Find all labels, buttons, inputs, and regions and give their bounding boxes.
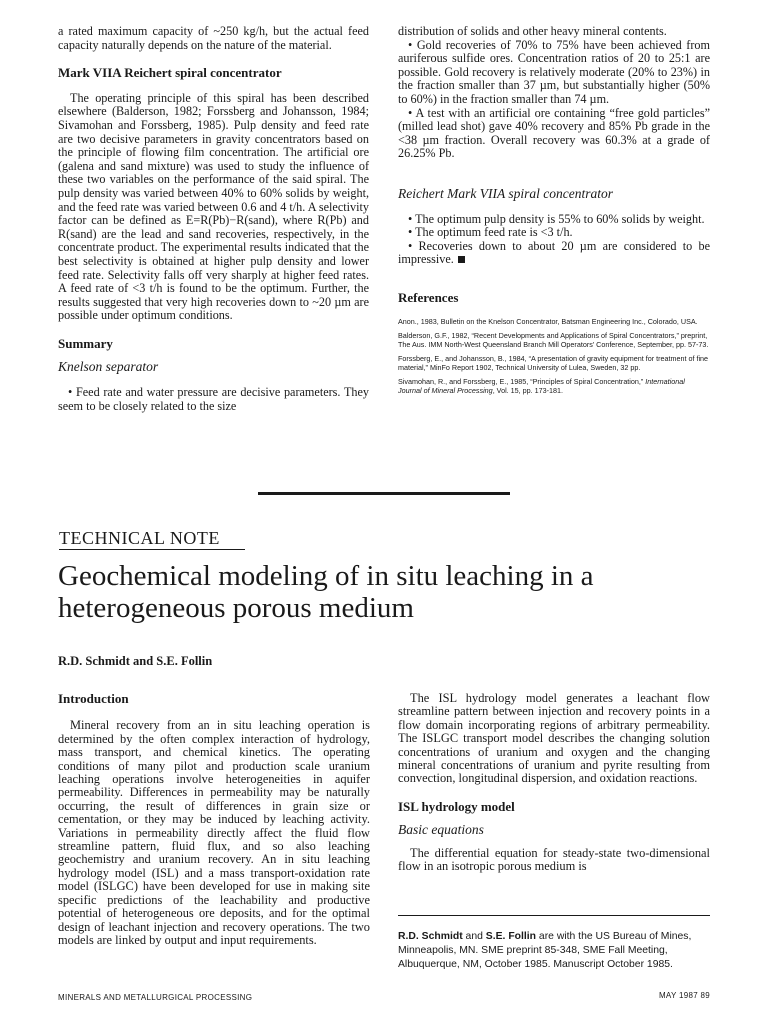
subsection-heading: Reichert Mark VIIA spiral concentrator <box>398 185 613 201</box>
section-heading: ISL hydrology model <box>398 798 515 814</box>
bullet-item <box>398 240 710 267</box>
label-underline <box>59 549 245 550</box>
paragraph: The ISL hydrology model generates a leachant flow streamline pattern between injection and recovery points in a flow domain incorporating regions of arbitrary permeability. The ISLGC transport model describes the changing solution concentrations of uranium and oxygen and the changing mineral concentrations of uranium and pyrite resulting from convection, longitudinal dispersion, and oxidation reactions. <box>398 691 710 786</box>
section-divider <box>258 492 510 495</box>
body-right-column <box>398 692 710 873</box>
subsection-heading: Knelson separator <box>58 359 159 375</box>
reference-item: Balderson, G.F., 1982, “Recent Developments and Applications of Spiral Concentrators,” preprint, The Aus. IMM North-West Queensland Branch Mill Operators’ Conference, September, pp. 57-73. <box>398 330 709 349</box>
authors: R.D. Schmidt and S.E. Follin <box>58 654 213 668</box>
reference-item: Forssberg, E., and Johansson, B., 1984, “A presentation of gravity equipment for treatment of fine material,” MinFo Report 1902, Technical University of Lulea, Sweden, 32 pp. <box>398 353 709 372</box>
author-affiliation <box>398 930 718 972</box>
reference-text: , Vol. 15, pp. 173-181. <box>492 385 564 395</box>
footnote-divider <box>398 915 710 916</box>
bullet-text: • Recoveries down to about 20 µm are considered to be impressive. <box>398 238 710 267</box>
article-title: Geochemical modeling of in situ leaching in a heterogeneous porous medium <box>58 560 594 624</box>
bullet-item: • Gold recoveries of 70% to 75% have been achieved from auriferous sulfide ores. Concentration ratios of 20 to 25:1 are possible. Gold recovery is relatively moderate (20% to 23%) in the fraction smaller than 37 µm, but substantially higher (50% to 60%) in the fraction smaller than 74 µm. <box>398 37 710 106</box>
paragraph: distribution of solids and other heavy mineral contents. <box>398 24 667 38</box>
top-left-column <box>58 25 369 413</box>
paragraph: The operating principle of this spiral has been described elsewhere (Balderson, 1982; Forssberg and Johansson, 1984; Sivamohan and Forssberg, 1985). Pulp density and feed rate are two decisive parameters in gravity concentrators based on the principle of flowing film concentration. The artificial ore (galena and sand mixture) was used to study the influence of these two variables on the performance of the said spiral. The pulp density was varied between 40% to 60% solids by weight, and the feed rate was varied between 0.6 and 4 t/h. A selectivity factor can be defined as E=R(Pb)−R(sand), where R(Pb) and R(sand) are the lead and sand recoveries, respectively, in the concentrate product. The experimental results indicated that the best selectivity is obtained at higher pulp density and lower feed rate. Selectivity falls off very sharply at higher feed rates. A feed rate of <3 t/h is found to be the optimum. Further, the results suggested that very high recoveries down to ~20 µm are possible under optimum conditions. <box>58 90 369 323</box>
end-mark-icon <box>458 256 465 263</box>
bullet-item: • The optimum feed rate is <3 t/h. <box>408 225 573 240</box>
bullet-item: • The optimum pulp density is 55% to 60% solids by weight. <box>408 211 705 226</box>
affiliation-text: are with the US Bureau of Mines, Minneapolis, MN. SME preprint 85-348, SME Fall Meeting, Albuquerque, NM, October 1985. Manuscript October 1985. <box>398 931 692 970</box>
reference-list <box>398 317 710 395</box>
connector-text: and <box>462 931 486 942</box>
reference-journal: International Journal of Mineral Processing <box>398 376 685 395</box>
section-heading: Summary <box>58 335 113 351</box>
section-heading: References <box>398 289 459 305</box>
bullet-item: • A test with an artificial ore containing “free gold particles” (milled lead shot) gave 40% recovery and 85% Pb grade in the <38 µm fraction. Overall recovery was 60.3% at a grade of 26.25% Pb. <box>398 105 710 161</box>
journal-name: MINERALS AND METALLURGICAL PROCESSING <box>58 993 253 1002</box>
issue-date-page: MAY 1987 89 <box>658 991 710 1000</box>
top-right-column <box>398 25 710 400</box>
reference-item <box>398 377 710 395</box>
reference-item: Anon., 1983, Bulletin on the Knelson Concentrator, Batsman Engineering Inc., Colorado, USA. <box>398 316 698 326</box>
reference-text: Sivamohan, R., and Forssberg, E., 1985, “Principles of Spiral Concentration,” <box>398 376 644 386</box>
section-heading: Mark VIIA Reichert spiral concentrator <box>58 65 282 81</box>
section-heading: Introduction <box>58 691 129 706</box>
paragraph: The differential equation for steady-state two-dimensional flow in an isotropic porous medium is <box>398 845 710 874</box>
author-name: S.E. Follin <box>485 931 537 942</box>
subsection-heading: Basic equations <box>398 822 484 838</box>
paragraph: a rated maximum capacity of ~250 kg/h, but the actual feed capacity naturally depends on the nature of the material. <box>58 24 369 52</box>
body-left-column <box>58 692 370 947</box>
author-name: R.D. Schmidt <box>398 931 463 942</box>
bullet-item: • Feed rate and water pressure are decisive parameters. They seem to be closely related to the size <box>58 385 369 413</box>
technical-note-label: TECHNICAL NOTE <box>59 528 220 548</box>
paragraph: Mineral recovery from an in situ leaching operation is determined by the often complex interaction of hydrology, mass transport, and chemical kinetics. The operating conditions of many pilot and production scale uranium leaching operations involve heterogeneities in aquifer permeability. Differences in permeability may be naturally occurring, the result of differences in grain size or cementation, or they may be induced by leaching activity. Variations in permeability directly affect the fluid flow streamline pattern, fluid flux, and so also leaching geochemistry and uranium recovery. An in situ leaching hydrology model (ISL) and a mass transport-oxidation rate model (ISLGC) have been developed for use in making site specific predictions of the leachability and productive potential of heterogeneous ore deposits, and for the optimal design of leachant injection and recovery operations. The two models are linked by output and input requirements. <box>58 718 370 947</box>
